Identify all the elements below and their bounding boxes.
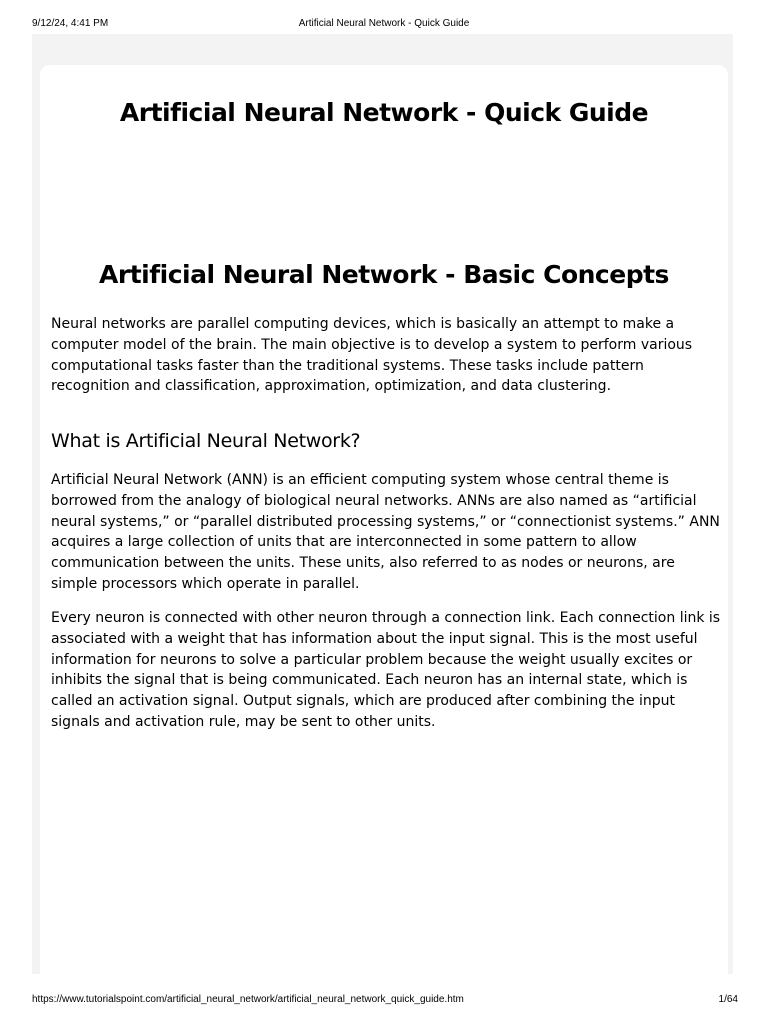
- body-paragraph: Every neuron is connected with other neuron through a connection link. Each connection link is associated with a weight that has information about the input signal. This is the most useful information for neurons to solve a particular problem because the weight usually excites or inhibits the signal that is being communicated. Each neuron has an internal state, which is called an activation signal. Output signals, which are produced after combining the input signals and activation rule, may be sent to other units.: [51, 610, 721, 730]
- print-url: https://www.tutorialspoint.com/artificial_neural_network/artificial_neural_network_quick_guide.htm: [32, 994, 464, 1005]
- page-title: Artificial Neural Network - Quick Guide: [119, 98, 649, 127]
- print-header: [0, 0, 768, 34]
- body-paragraph: Artificial Neural Network (ANN) is an efficient computing system whose central theme is borrowed from the analogy of biological neural networks. ANNs are also named as “artificial neural systems,” or “parallel distributed processing systems,” or “connectionist systems.” ANN acquires a large collection of units that are interconnected in some pattern to allow communication between the units. These units, also referred to as nodes or neurons, are simple processors which operate in parallel.: [51, 472, 720, 592]
- page-number: 1/64: [718, 994, 738, 1005]
- print-footer: [0, 994, 768, 1024]
- intro-paragraph: Neural networks are parallel computing devices, which is basically an attempt to make a computer model of the brain. The main objective is to develop a system to perform various computational tasks faster than the traditional systems. These tasks include pattern recognition and classification, approximation, optimization, and data clustering.: [51, 316, 693, 395]
- section-title: Artificial Neural Network - Basic Concepts: [99, 260, 669, 289]
- print-page-title: Artificial Neural Network - Quick Guide: [298, 18, 470, 29]
- print-date: 9/12/24, 4:41 PM: [32, 18, 109, 29]
- subheading: What is Artificial Neural Network?: [51, 430, 361, 452]
